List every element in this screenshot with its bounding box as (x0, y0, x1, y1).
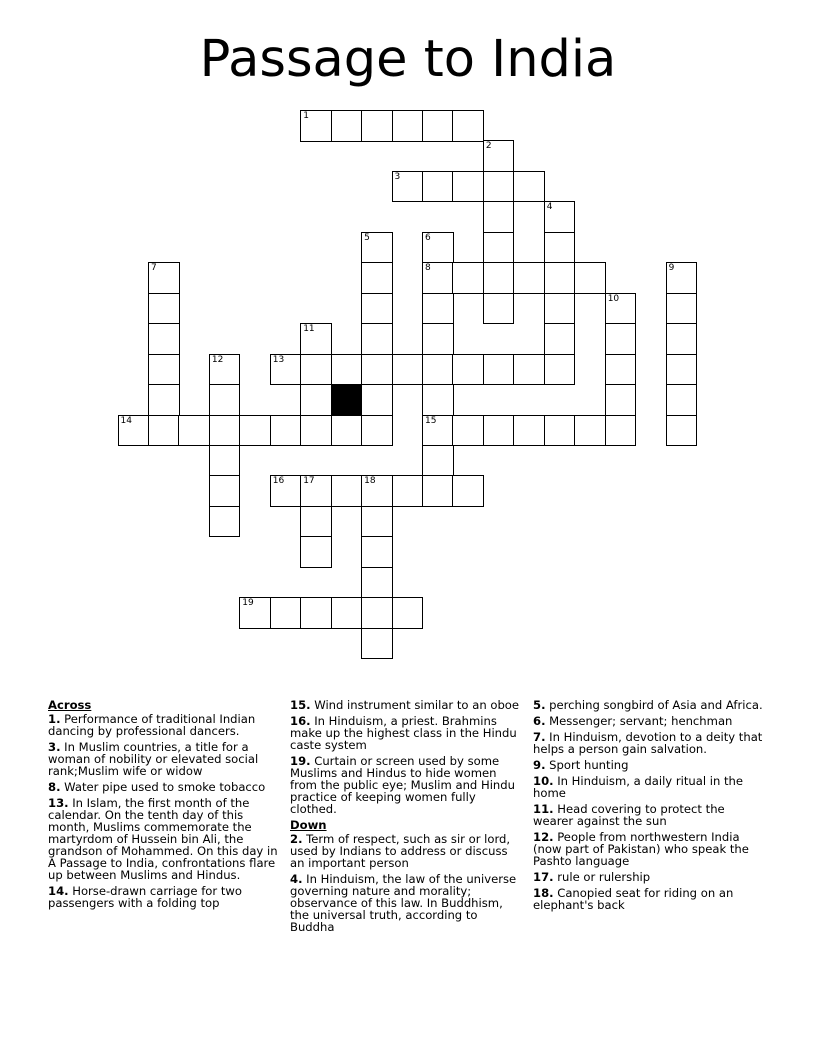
clue-number-label: 14 (120, 415, 132, 426)
clue-text: In Hinduism, devotion to a deity that helps a person gain salvation. (533, 730, 763, 756)
letter-cell[interactable] (300, 323, 332, 355)
letter-cell[interactable] (422, 171, 454, 203)
letter-cell[interactable] (574, 415, 606, 447)
letter-cell[interactable] (666, 323, 698, 355)
letter-cell[interactable] (452, 354, 484, 386)
clue-text: Water pipe used to smoke tobacco (60, 780, 266, 794)
letter-cell[interactable] (331, 415, 363, 447)
letter-cell[interactable] (361, 415, 393, 447)
letter-cell[interactable] (361, 567, 393, 599)
letter-cell[interactable] (452, 415, 484, 447)
clue-number-label: 5 (364, 232, 370, 243)
clue-number-label: 18 (364, 476, 376, 487)
letter-cell[interactable] (452, 262, 484, 294)
letter-cell[interactable] (331, 475, 363, 507)
letter-cell[interactable] (361, 628, 393, 660)
letter-cell[interactable] (544, 323, 576, 355)
clue-item (290, 715, 520, 751)
clue-number: 11. (533, 802, 554, 816)
clue-number: 14. (48, 884, 69, 898)
clue-number-label: 17 (303, 476, 315, 487)
letter-cell[interactable] (422, 262, 454, 294)
letter-cell[interactable] (513, 171, 545, 203)
letter-cell[interactable] (209, 506, 241, 538)
letter-cell[interactable] (392, 110, 424, 142)
letter-cell[interactable] (544, 232, 576, 264)
letter-cell[interactable] (544, 415, 576, 447)
clue-item (290, 833, 520, 869)
letter-cell[interactable] (118, 415, 150, 447)
letter-cell[interactable] (544, 354, 576, 386)
letter-cell[interactable] (544, 262, 576, 294)
clue-number: 5. (533, 698, 546, 712)
clue-number: 8. (48, 780, 61, 794)
letter-cell[interactable] (148, 262, 180, 294)
letter-cell[interactable] (605, 415, 637, 447)
letter-cell[interactable] (422, 323, 454, 355)
letter-cell[interactable] (422, 445, 454, 477)
puzzle-title: Passage to India (199, 30, 617, 89)
clues-column-2 (290, 699, 520, 937)
clue-number-label: 19 (242, 598, 254, 609)
letter-cell[interactable] (270, 597, 302, 629)
clue-text: In Hinduism, the law of the universe governing nature and morality; observance of this law. In Buddhism, the universal truth, according to Buddha (290, 872, 517, 934)
clue-text: Performance of traditional Indian dancing by professional dancers. (48, 712, 256, 738)
clue-number-label: 2 (485, 141, 492, 152)
letter-cell[interactable] (239, 415, 271, 447)
letter-cell[interactable] (178, 415, 210, 447)
clue-item (48, 713, 278, 737)
clue-number-label: 12 (211, 354, 224, 365)
clue-number: 13. (48, 796, 69, 810)
clue-item (48, 885, 278, 909)
clue-text: Wind instrument similar to an oboe (310, 698, 520, 712)
letter-cell[interactable] (544, 201, 576, 233)
across-clue-list (48, 713, 278, 909)
clue-item (48, 781, 278, 793)
clue-item (290, 755, 520, 815)
clue-item (290, 699, 520, 711)
down-clue-list (290, 833, 520, 933)
clue-item (533, 871, 763, 883)
letter-cell[interactable] (270, 415, 302, 447)
clue-text: rule or rulership (553, 870, 651, 884)
clue-item (533, 759, 763, 771)
clue-number: 10. (533, 774, 554, 788)
clue-text: Head covering to protect the wearer against the sun (533, 802, 725, 828)
clue-number-label: 11 (303, 324, 315, 335)
letter-cell[interactable] (300, 506, 332, 538)
letter-cell[interactable] (392, 597, 424, 629)
letter-cell[interactable] (483, 262, 515, 294)
letter-cell[interactable] (361, 475, 393, 507)
letter-cell[interactable] (300, 415, 332, 447)
black-square (331, 384, 363, 416)
letter-cell[interactable] (422, 354, 454, 386)
letter-cell[interactable] (270, 475, 302, 507)
letter-cell[interactable] (422, 475, 454, 507)
letter-cell[interactable] (605, 354, 637, 386)
clue-number-label: 13 (272, 354, 285, 365)
clue-number-label: 9 (668, 263, 675, 274)
clues-column-3 (533, 699, 763, 915)
across-clue-list-continued (290, 699, 520, 815)
clue-number-label: 3 (394, 171, 401, 182)
clue-text: People from northwestern India (now part of Pakistan) who speak the Pashto language (533, 830, 749, 868)
letter-cell[interactable] (300, 354, 332, 386)
letter-cell[interactable] (422, 232, 454, 264)
across-heading: Across (48, 698, 92, 712)
letter-cell[interactable] (331, 354, 363, 386)
letter-cell[interactable] (148, 354, 180, 386)
letter-cell[interactable] (148, 323, 180, 355)
letter-cell[interactable] (392, 475, 424, 507)
clue-text: Canopied seat for riding on an elephant's back (533, 886, 734, 912)
clue-text: perching songbird of Asia and Africa. (545, 698, 763, 712)
clue-text: In Muslim countries, a title for a woman of nobility or elevated social rank;Muslim wife or widow (48, 740, 259, 778)
clue-text: Sport hunting (545, 758, 629, 772)
clue-number: 9. (533, 758, 546, 772)
letter-cell[interactable] (361, 293, 393, 325)
clue-number: 19. (290, 754, 311, 768)
clue-number: 7. (533, 730, 546, 744)
clue-number: 2. (290, 832, 303, 846)
letter-cell[interactable] (422, 110, 454, 142)
clue-item (48, 741, 278, 777)
letter-cell[interactable] (483, 232, 515, 264)
letter-cell[interactable] (361, 506, 393, 538)
letter-cell[interactable] (666, 384, 698, 416)
letter-cell[interactable] (361, 262, 393, 294)
letter-cell[interactable] (483, 354, 515, 386)
letter-cell[interactable] (148, 293, 180, 325)
letter-cell[interactable] (574, 262, 606, 294)
letter-cell[interactable] (483, 201, 515, 233)
letter-cell[interactable] (605, 384, 637, 416)
clue-text: Term of respect, such as sir or lord, used by Indians to address or discuss an important person (290, 832, 511, 870)
letter-cell[interactable] (422, 415, 454, 447)
letter-cell[interactable] (270, 354, 302, 386)
clue-number: 12. (533, 830, 554, 844)
clue-number: 1. (48, 712, 61, 726)
clue-item (290, 873, 520, 933)
clue-number-label: 7 (150, 263, 157, 274)
letter-cell[interactable] (513, 354, 545, 386)
clue-text: In Hinduism, a priest. Brahmins make up the highest class in the Hindu caste system (290, 714, 517, 752)
clue-number-label: 1 (303, 111, 309, 121)
letter-cell[interactable] (300, 597, 332, 629)
letter-cell[interactable] (148, 415, 180, 447)
letter-cell[interactable] (452, 171, 484, 203)
letter-cell[interactable] (361, 384, 393, 416)
clue-text: Messenger; servant; henchman (545, 714, 733, 728)
clue-number-label: 15 (425, 415, 437, 426)
letter-cell[interactable] (483, 171, 515, 203)
letter-cell[interactable] (666, 415, 698, 447)
clue-number: 3. (48, 740, 61, 754)
down-clue-list-continued (533, 699, 763, 911)
clue-number-label: 16 (272, 476, 285, 487)
letter-cell[interactable] (544, 293, 576, 325)
letter-cell[interactable] (300, 475, 332, 507)
clue-number: 16. (290, 714, 311, 728)
clue-text: Horse-drawn carriage for two passengers with a folding top (48, 884, 242, 910)
letter-cell[interactable] (209, 354, 241, 386)
letter-cell[interactable] (513, 262, 545, 294)
letter-cell[interactable] (422, 384, 454, 416)
letter-cell[interactable] (361, 323, 393, 355)
letter-cell[interactable] (361, 232, 393, 264)
letter-cell[interactable] (209, 384, 241, 416)
letter-cell[interactable] (422, 293, 454, 325)
down-heading: Down (290, 818, 327, 832)
clue-item (533, 715, 763, 727)
letter-cell[interactable] (483, 293, 515, 325)
clue-item (533, 699, 763, 711)
clue-text: In Hinduism, a daily ritual in the home (533, 774, 744, 800)
letter-cell[interactable] (361, 536, 393, 568)
clue-number: 4. (290, 872, 303, 886)
letter-cell[interactable] (513, 415, 545, 447)
clue-item (533, 803, 763, 827)
letter-cell[interactable] (392, 171, 424, 203)
letter-cell[interactable] (392, 354, 424, 386)
letter-cell[interactable] (300, 536, 332, 568)
letter-cell[interactable] (361, 354, 393, 386)
letter-cell[interactable] (361, 597, 393, 629)
letter-cell[interactable] (666, 354, 698, 386)
clue-number-label: 8 (425, 263, 431, 274)
letter-cell[interactable] (666, 262, 698, 294)
clue-number: 18. (533, 886, 554, 900)
clues-column-1 (48, 699, 278, 913)
letter-cell[interactable] (666, 293, 698, 325)
letter-cell[interactable] (300, 110, 332, 142)
letter-cell[interactable] (209, 415, 241, 447)
letter-cell[interactable] (483, 415, 515, 447)
clue-text: Curtain or screen used by some Muslims and Hindus to hide women from the public eye; Muslim and Hindu practice of keeping women fully clothed. (290, 754, 515, 816)
letter-cell[interactable] (452, 110, 484, 142)
clue-item (48, 797, 278, 881)
clue-number-label: 6 (425, 232, 431, 243)
clue-text: In Islam, the first month of the calendar. On the tenth day of this month, Muslims commemorate the martyrdom of Hussein bin Ali, the grandson of Mohammed. On this day in A Passage to India, confrontations flare up between Muslims and Hindus. (48, 796, 278, 882)
letter-cell[interactable] (452, 475, 484, 507)
clue-item (533, 775, 763, 799)
letter-cell[interactable] (209, 445, 241, 477)
letter-cell[interactable] (209, 475, 241, 507)
letter-cell[interactable] (605, 293, 637, 325)
letter-cell[interactable] (361, 110, 393, 142)
clue-number: 15. (290, 698, 311, 712)
clue-number-label: 10 (607, 293, 620, 304)
letter-cell[interactable] (483, 140, 515, 172)
clue-number-label: 4 (546, 202, 553, 213)
letter-cell[interactable] (331, 597, 363, 629)
clue-item (533, 831, 763, 867)
letter-cell[interactable] (300, 384, 332, 416)
letter-cell[interactable] (331, 110, 363, 142)
clue-number: 6. (533, 714, 546, 728)
letter-cell[interactable] (605, 323, 637, 355)
clue-item (533, 887, 763, 911)
letter-cell[interactable] (239, 597, 271, 629)
clue-item (533, 731, 763, 755)
clue-number: 17. (533, 870, 554, 884)
letter-cell[interactable] (148, 384, 180, 416)
